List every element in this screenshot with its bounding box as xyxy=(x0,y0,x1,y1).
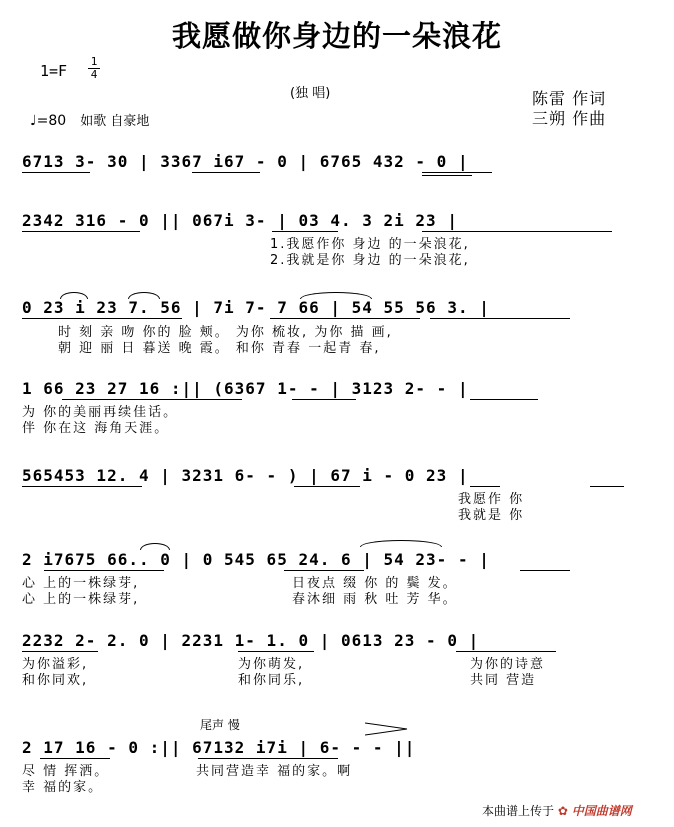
lyricist-credit: 陈雷 作词 xyxy=(532,89,607,108)
notation-line-6: 2 i7675 66.. 0 | 0 545 65 24. 6 | 54 23- - | xyxy=(22,550,490,569)
notation-line-2: 2342 316 - 0 || 067i 3- | 03 4. 3 2i 23 | xyxy=(22,211,458,230)
beam xyxy=(430,318,570,319)
coda-label: 尾声 慢 xyxy=(200,718,240,732)
beam xyxy=(456,651,556,652)
lyrics-line-8-verse-2: 幸 福的家。 xyxy=(22,780,104,795)
beam xyxy=(590,486,624,487)
tie xyxy=(360,540,442,547)
beam xyxy=(422,231,612,232)
lyrics-line-5-verse-1: 我愿作 你 xyxy=(458,492,525,507)
tempo-marking xyxy=(30,110,149,129)
tie xyxy=(128,292,160,299)
tempo-mark: ♩=80 xyxy=(30,113,67,129)
lyrics-line-7-a1: 为你溢彩, xyxy=(22,657,89,672)
tie xyxy=(300,292,372,299)
notation-line-8: 2 17 16 - 0 :|| 67132 i7i | 6- - - || xyxy=(22,738,416,757)
beam xyxy=(22,651,98,652)
composer-credit: 三朔 作曲 xyxy=(532,109,607,128)
lyrics-line-7-c1: 为你的诗意 xyxy=(470,657,546,672)
time-signature-bottom: 4 xyxy=(88,68,100,81)
lyrics-line-8-coda: 共同营造幸 福的家。啊 xyxy=(196,764,353,779)
beam xyxy=(422,172,492,173)
beam xyxy=(292,399,356,400)
beam xyxy=(272,231,338,232)
notation-line-1: 6713 3- 30 | 3367 i67 - 0 | 6765 432 - 0 | xyxy=(22,152,469,171)
notation-line-3: 0 23 i 23 7. 56 | 7i 7- 7 66 | 54 55 56 3. | xyxy=(22,298,490,317)
lyrics-line-6-verse-2-b: 春沐细 雨 秋 吐 芳 华。 xyxy=(292,592,458,607)
notation-line-4: 1 66 23 27 16 :|| (6367 1- - | 3123 2- - | xyxy=(22,379,469,398)
time-signature xyxy=(88,56,100,81)
beam xyxy=(22,231,140,232)
lyrics-line-7-c2: 共同 营造 xyxy=(470,673,537,688)
footer-prefix: 本曲谱上传于 xyxy=(482,804,555,818)
notation-line-5: 565453 12. 4 | 3231 6- - ) | 67 i - 0 23 | xyxy=(22,466,469,485)
lyrics-line-3-verse-1: 时 刻 亲 吻 你的 脸 颊。 为你 梳妆, 为你 描 画, xyxy=(58,325,393,340)
site-logo-icon: ✿ xyxy=(557,804,568,818)
beam xyxy=(270,318,420,319)
key-signature: 1=F xyxy=(40,62,68,80)
lyrics-line-6-verse-2-a: 心 上的一株绿芽, xyxy=(22,592,140,607)
decrescendo-mark xyxy=(365,722,409,736)
beam xyxy=(22,486,142,487)
expression-mark: 如歌 自豪地 xyxy=(80,114,150,129)
lyrics-line-6-verse-1-a: 心 上的一株绿芽, xyxy=(22,576,140,591)
beam xyxy=(22,318,182,319)
lyrics-line-5-verse-2: 我就是 你 xyxy=(458,508,525,523)
beam xyxy=(470,399,538,400)
tie xyxy=(60,292,88,299)
song-title: 我愿做你身边的一朵浪花 xyxy=(171,19,502,53)
beam xyxy=(40,758,110,759)
time-signature-top: 1 xyxy=(90,55,98,68)
beam xyxy=(294,486,360,487)
tie xyxy=(140,543,170,550)
beam xyxy=(238,651,314,652)
lyrics-line-3-verse-2: 朝 迎 丽 日 暮送 晚 霞。 和你 青春 一起青 春, xyxy=(58,341,381,356)
lyrics-line-7-b2: 和你同乐, xyxy=(238,673,305,688)
footer-brand[interactable]: 中国曲谱网 xyxy=(571,804,632,818)
lyrics-line-8-verse-1: 尽 情 挥洒。 xyxy=(22,764,110,779)
beam xyxy=(198,758,338,759)
beam xyxy=(520,570,570,571)
beam xyxy=(44,570,164,571)
beam xyxy=(192,172,260,173)
beam xyxy=(470,486,500,487)
lyrics-line-7-b1: 为你萌发, xyxy=(238,657,305,672)
beam xyxy=(284,570,364,571)
beam xyxy=(62,399,242,400)
lyrics-line-7-a2: 和你同欢, xyxy=(22,673,89,688)
lyrics-line-2-verse-2: 2.我就是你 身边 的一朵浪花, xyxy=(270,253,470,268)
lyrics-line-4-verse-1: 为 你的美丽再续佳话。 xyxy=(22,405,179,420)
upload-footer xyxy=(482,802,632,819)
lyrics-line-2-verse-1: 1.我愿作你 身边 的一朵浪花, xyxy=(270,237,470,252)
lyrics-line-6-verse-1-b: 日夜点 缀 你 的 鬓 发。 xyxy=(292,576,458,591)
beam xyxy=(422,175,472,176)
beam xyxy=(22,172,90,173)
lyrics-line-4-verse-2: 伴 你在这 海角天涯。 xyxy=(22,421,170,436)
performance-type: (独 唱) xyxy=(290,86,331,101)
notation-line-7: 2232 2- 2. 0 | 2231 1- 1. 0 | 0613 23 - 0 | xyxy=(22,631,480,650)
